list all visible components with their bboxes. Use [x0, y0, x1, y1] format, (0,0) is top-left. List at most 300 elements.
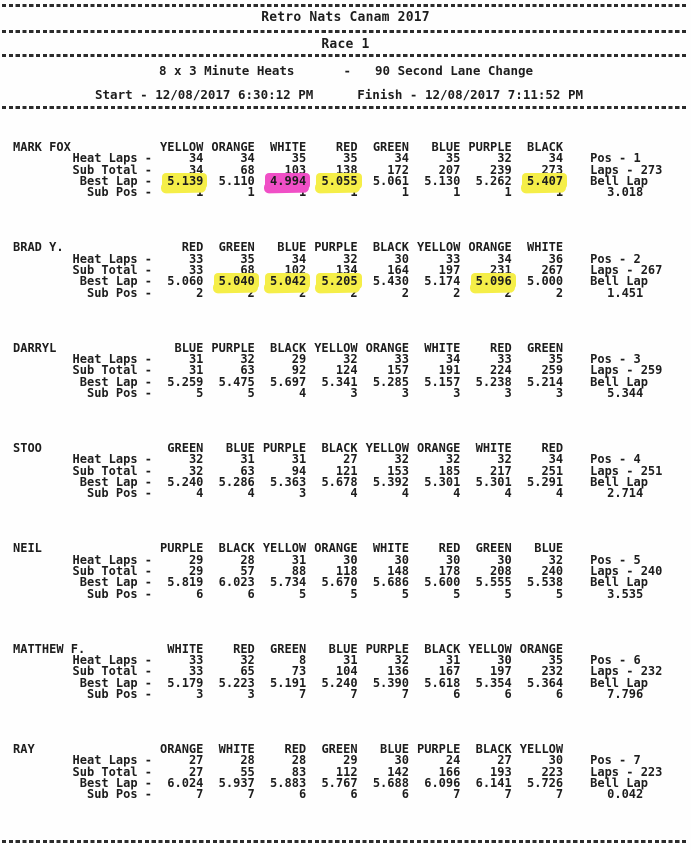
lane-header: YELLOW: [160, 140, 204, 154]
sub-pos-value: 5: [298, 586, 307, 601]
heat-laps-value: 33: [445, 251, 461, 266]
sub-total-value: 197: [490, 664, 512, 679]
format-dash: -: [343, 63, 351, 78]
best-lap-value: 5.686: [372, 575, 409, 590]
race-number: Race 1: [321, 37, 370, 52]
row-label: Sub Total -: [72, 764, 152, 779]
driver-name: BRAD Y.: [13, 240, 64, 255]
sub-pos-value: 5: [555, 586, 564, 601]
lane-header: PURPLE: [262, 440, 307, 455]
sub-pos-value: 6: [504, 687, 512, 702]
sub-pos-value: 3: [350, 386, 358, 401]
best-lap-value: 5.697: [270, 374, 307, 389]
heat-laps-value: 27: [188, 753, 204, 768]
bell-label: Bell Lap: [590, 575, 648, 590]
sub-total-value: 29: [188, 564, 204, 578]
best-lap-value: 5.286: [218, 475, 255, 490]
best-lap-value: 6.024: [167, 776, 204, 790]
sub-pos-value: 3: [401, 386, 409, 401]
laps-text: Laps - 240: [590, 564, 663, 578]
sub-pos-value: 2: [401, 285, 409, 300]
sub-pos-value: 4: [247, 486, 255, 501]
sub-pos-value: 4: [196, 486, 204, 501]
heat-laps-value: 34: [548, 151, 564, 166]
driver-name: NEIL: [13, 541, 42, 556]
sub-total-value: 153: [387, 463, 409, 478]
sub-pos-value: 2: [350, 285, 358, 300]
bell-label: Bell Lap: [590, 675, 648, 690]
event-title: Retro Nats Canam 2017: [261, 10, 430, 25]
heat-laps-value: 32: [394, 652, 409, 667]
heat-laps-value: 30: [394, 552, 409, 567]
sub-pos-value: 2: [196, 285, 204, 300]
lane-header: BLUE: [534, 541, 564, 556]
sub-pos-value: 4: [350, 486, 358, 501]
best-lap-value: 5.600: [424, 575, 461, 590]
heat-laps-value: 8: [298, 652, 307, 667]
lane-header: BLACK: [321, 440, 358, 455]
row-label: Sub Total -: [72, 363, 152, 378]
lane-header: ORANGE: [416, 440, 461, 455]
row-label: Sub Pos -: [86, 486, 152, 501]
laps-text: Laps - 259: [590, 363, 663, 378]
best-lap-value: 5.555: [475, 575, 512, 590]
sub-pos-value: 2: [504, 285, 512, 300]
lane-header: RED: [438, 541, 461, 556]
heat-laps-value: 24: [445, 753, 461, 768]
heat-laps-value: 31: [343, 652, 358, 667]
heat-laps-value: 30: [497, 552, 512, 567]
heat-laps-value: 32: [497, 151, 512, 166]
lane-header: PURPLE: [365, 641, 409, 656]
lane-change: 90 Second Lane Change: [375, 63, 534, 78]
lane-header: GREEN: [475, 541, 512, 556]
sub-total-value: 232: [541, 664, 564, 679]
row-label: Heat Laps -: [72, 552, 152, 567]
heat-laps-value: 34: [394, 151, 409, 166]
highlight-mark-yellow: 5.139: [167, 174, 204, 189]
lane-header: WHITE: [218, 741, 255, 756]
sub-total-value: 68: [240, 162, 255, 177]
row-label: Sub Total -: [72, 263, 152, 278]
lane-header: BLACK: [527, 140, 564, 154]
sub-pos-value: 3: [196, 687, 204, 702]
heat-laps-value: 32: [343, 352, 358, 366]
sub-total-value: 68: [240, 263, 255, 278]
sub-total-value: 157: [387, 363, 409, 378]
sub-total-value: 83: [291, 764, 307, 779]
heat-laps-value: 33: [394, 352, 409, 366]
lane-header: ORANGE: [160, 741, 204, 756]
best-lap-value: 5.259: [167, 374, 204, 389]
lane-header: BLUE: [225, 440, 255, 455]
heat-laps-value: 34: [445, 352, 461, 366]
highlight-mark-yellow: 5.055: [321, 174, 358, 189]
divider: [2, 4, 688, 7]
race-times-line: [95, 87, 583, 102]
lane-header: ORANGE: [519, 641, 564, 656]
sub-total-value: 32: [188, 463, 204, 478]
row-label: Sub Total -: [72, 162, 152, 177]
sub-pos-value: 3: [247, 687, 255, 702]
best-lap-value: 5.734: [270, 575, 307, 590]
best-lap-value: 5.363: [270, 475, 307, 490]
lane-header: WHITE: [475, 440, 512, 455]
bell-value: 0.042: [607, 787, 644, 802]
driver-name: MATTHEW F.: [13, 641, 86, 656]
best-lap-value: 6.023: [218, 575, 255, 590]
row-label: Sub Total -: [72, 664, 152, 679]
heat-laps-value: 31: [445, 652, 461, 667]
lane-header: BLUE: [277, 240, 307, 255]
sub-pos-value: 7: [555, 787, 564, 802]
heat-laps-value: 29: [291, 352, 307, 366]
heat-laps-value: 35: [548, 352, 564, 366]
lane-header: GREEN: [167, 440, 204, 455]
best-lap-value: [306, 276, 357, 287]
bell-value: 5.344: [607, 386, 644, 401]
sub-total-value: 103: [284, 162, 307, 177]
divider: [2, 840, 688, 843]
driver-block: [0, 242, 691, 299]
best-lap-value: 5.214: [527, 374, 564, 389]
best-lap-value: 5.130: [424, 174, 461, 189]
best-lap-value: 5.819: [167, 575, 204, 590]
heat-laps-value: 35: [291, 151, 307, 166]
sub-pos-value: 1: [196, 185, 204, 200]
driver-block: [0, 741, 691, 802]
highlight-mark-yellow: 5.042: [270, 274, 307, 289]
sub-pos-value: 5: [453, 586, 461, 601]
heat-laps-value: 30: [343, 552, 358, 567]
lane-header: RED: [181, 240, 204, 255]
lane-header: ORANGE: [314, 541, 358, 556]
sub-pos-value: 1: [350, 185, 358, 200]
row-label: Sub Pos -: [86, 787, 152, 802]
heat-laps-value: 32: [548, 552, 564, 567]
best-lap-value: 5.285: [372, 374, 409, 389]
sub-pos-value: 7: [350, 687, 358, 702]
driver-name: DARRYL: [13, 340, 57, 355]
best-lap-value: 5.223: [218, 675, 255, 690]
sub-pos-row: [0, 388, 691, 399]
best-lap-value: 5.883: [270, 776, 307, 790]
heat-laps-value: 28: [240, 753, 255, 768]
best-lap-value: 5.301: [424, 475, 461, 490]
sub-pos-row: [0, 689, 691, 700]
sub-pos-value: 7: [196, 787, 204, 802]
lane-header: BLACK: [475, 741, 512, 756]
lane-header: YELLOW: [314, 340, 358, 355]
sub-total-value: 224: [490, 363, 512, 378]
best-lap-value: 5.240: [321, 675, 358, 690]
heat-laps-value: 29: [188, 552, 204, 567]
lane-header: BLUE: [174, 340, 204, 355]
sub-pos-value: 6: [555, 687, 564, 702]
sub-pos-value: 4: [504, 486, 512, 501]
best-lap-value: 5.157: [424, 374, 461, 389]
best-lap-value: 5.618: [424, 675, 461, 690]
lane-header: RED: [490, 340, 512, 355]
lane-header: YELLOW: [262, 541, 307, 556]
sub-pos-value: 7: [298, 687, 307, 702]
laps-text: Laps - 223: [590, 764, 663, 779]
heat-laps-value: 33: [188, 251, 204, 266]
sub-total-value: 164: [387, 263, 409, 278]
lane-header: GREEN: [321, 741, 358, 756]
sub-pos-value: 2: [298, 285, 307, 300]
heat-laps-value: 31: [188, 352, 204, 366]
lane-header: PURPLE: [416, 741, 461, 756]
sub-total-value: 239: [490, 162, 512, 177]
sub-total-value: 193: [490, 764, 512, 779]
heat-laps-value: 31: [291, 452, 307, 467]
lane-header: ORANGE: [468, 240, 512, 255]
sub-total-value: 273: [541, 162, 564, 177]
best-lap-value: 5.174: [424, 274, 461, 289]
heat-laps-value: 30: [497, 652, 512, 667]
race-format-line: [159, 63, 533, 78]
sub-pos-value: 3: [504, 386, 512, 401]
lane-header: WHITE: [167, 641, 204, 656]
best-lap-value: 5.341: [321, 374, 358, 389]
row-label: Sub Pos -: [86, 185, 152, 200]
best-lap-value: 6.141: [475, 776, 512, 790]
pos-text: Pos - 7: [590, 753, 641, 768]
lane-header: BLACK: [372, 240, 409, 255]
bell-value: 2.714: [607, 486, 644, 501]
sub-pos-value: 2: [247, 285, 255, 300]
lane-header: RED: [335, 140, 358, 154]
row-label: Best Lap -: [79, 575, 152, 590]
driver-block: [0, 641, 691, 702]
sub-total-value: 33: [188, 263, 204, 278]
lane-header: PURPLE: [160, 541, 204, 556]
sub-total-value: 223: [541, 764, 564, 779]
sub-pos-value: 7: [453, 787, 461, 802]
heat-laps-value: 32: [394, 452, 409, 467]
best-lap-value: 5.767: [321, 776, 358, 790]
heat-laps-value: 34: [548, 452, 564, 467]
best-lap-value: 5.726: [527, 776, 564, 790]
sub-total-value: 63: [240, 463, 255, 478]
heat-laps-value: 34: [497, 251, 512, 266]
pos-text: Pos - 2: [590, 251, 641, 266]
lane-header: GREEN: [372, 140, 409, 154]
sub-total-value: 134: [335, 263, 358, 278]
row-label: Heat Laps -: [72, 452, 152, 467]
laps-text: Laps - 251: [590, 463, 663, 478]
best-lap-value: 5.390: [372, 675, 409, 690]
best-lap-value: 5.678: [321, 475, 358, 490]
row-label: Best Lap -: [79, 274, 152, 289]
heat-laps-value: 33: [497, 352, 512, 366]
sub-total-value: 112: [335, 764, 358, 779]
pos-text: Pos - 1: [590, 151, 641, 166]
best-lap-value: 5.238: [475, 374, 512, 389]
best-lap-value: 5.364: [527, 675, 564, 690]
heat-laps-value: 32: [343, 251, 358, 266]
laps-text: Laps - 232: [590, 664, 663, 679]
best-lap-value: [255, 276, 306, 287]
sub-total-value: 94: [291, 463, 307, 478]
sub-total-value: 65: [240, 664, 255, 679]
driver-name: MARK FOX: [13, 140, 71, 154]
lane-header: BLACK: [424, 641, 461, 656]
best-lap-value: 5.475: [218, 374, 255, 389]
sub-pos-value: 5: [504, 586, 512, 601]
sub-pos-value: 4: [453, 486, 461, 501]
sub-pos-value: 1: [555, 185, 564, 200]
best-lap-value: [203, 276, 254, 287]
row-label: Heat Laps -: [72, 753, 152, 768]
lane-header: BLUE: [380, 741, 409, 756]
best-lap-value: [255, 176, 306, 187]
highlight-mark-yellow: 5.040: [218, 274, 255, 289]
divider: [2, 106, 688, 109]
sub-total-value: 240: [541, 564, 564, 578]
sub-total-value: 231: [490, 263, 512, 278]
best-lap-value: 5.937: [218, 776, 255, 790]
heat-laps-value: 32: [188, 452, 204, 467]
heat-laps-value: 29: [343, 753, 358, 768]
row-label: Sub Total -: [72, 564, 152, 578]
lane-header: WHITE: [270, 140, 307, 154]
sub-total-value: 34: [188, 162, 204, 177]
lane-header: GREEN: [527, 340, 564, 355]
sub-pos-value: 1: [401, 185, 409, 200]
bell-value: 7.796: [607, 687, 644, 702]
heat-laps-value: 34: [291, 251, 307, 266]
heat-laps-value: 28: [240, 552, 255, 567]
heat-laps-value: 34: [240, 151, 255, 166]
heat-laps-value: 27: [343, 452, 358, 467]
sub-pos-row: [0, 586, 691, 601]
best-lap-value: 5.354: [475, 675, 512, 690]
sub-pos-value: 7: [247, 787, 255, 802]
bell-value: 3.018: [607, 185, 644, 200]
sub-pos-value: 1: [504, 185, 512, 200]
row-label: Best Lap -: [79, 776, 152, 790]
sub-total-value: 88: [291, 564, 307, 578]
row-label: Sub Pos -: [86, 386, 152, 401]
sub-pos-value: 6: [453, 687, 461, 702]
sub-total-value: 118: [335, 564, 358, 578]
sub-total-value: 73: [291, 664, 307, 679]
heat-laps-value: 31: [240, 452, 255, 467]
sub-total-value: 124: [335, 363, 358, 378]
sub-pos-value: 4: [298, 386, 307, 401]
sub-total-value: 259: [541, 363, 564, 378]
sub-total-value: 102: [284, 263, 307, 278]
sub-pos-value: 4: [555, 486, 564, 501]
heat-laps-value: 30: [445, 552, 461, 567]
row-label: Sub Pos -: [86, 687, 152, 702]
best-lap-value: [306, 176, 357, 187]
sub-total-value: 57: [240, 564, 255, 578]
sub-pos-value: 6: [298, 787, 307, 802]
lane-header: RED: [284, 741, 307, 756]
lane-header: PURPLE: [314, 240, 358, 255]
row-label: Heat Laps -: [72, 352, 152, 366]
heat-laps-value: 35: [240, 251, 255, 266]
lane-header: ORANGE: [211, 140, 255, 154]
row-label: Best Lap -: [79, 675, 152, 690]
lane-header: BLACK: [270, 340, 307, 355]
highlight-mark-yellow: 5.407: [527, 174, 564, 189]
row-label: Heat Laps -: [72, 652, 152, 667]
sub-total-value: 197: [438, 263, 461, 278]
best-lap-value: 5.262: [475, 174, 512, 189]
lane-header: WHITE: [372, 541, 409, 556]
driver-block: [0, 543, 691, 600]
sub-total-value: 267: [541, 263, 564, 278]
best-lap-value: [152, 176, 203, 187]
bell-value: 3.535: [607, 586, 644, 601]
laps-text: Laps - 267: [590, 263, 663, 278]
sub-pos-value: 6: [350, 787, 358, 802]
highlight-mark-yellow: 5.096: [475, 274, 512, 289]
sub-pos-value: 6: [247, 586, 255, 601]
row-label: Best Lap -: [79, 475, 152, 490]
laps-text: Laps - 273: [590, 162, 663, 177]
row-label: Best Lap -: [79, 174, 152, 189]
sub-pos-value: 7: [401, 687, 409, 702]
driver-name: STOO: [13, 440, 42, 455]
sub-pos-value: 6: [401, 787, 409, 802]
sub-total-value: 167: [438, 664, 461, 679]
lane-header: BLUE: [328, 641, 358, 656]
lane-header: PURPLE: [211, 340, 255, 355]
sub-pos-value: 6: [196, 586, 204, 601]
driver-block: [0, 440, 691, 501]
sub-total-value: 121: [335, 463, 358, 478]
row-label: Heat Laps -: [72, 251, 152, 266]
best-lap-value: 5.670: [321, 575, 358, 590]
pos-text: Pos - 4: [590, 452, 641, 467]
start-time: Start - 12/08/2017 6:30:12 PM: [95, 87, 314, 102]
best-lap-value: 5.291: [527, 475, 564, 490]
best-lap-value: 5.179: [167, 675, 204, 690]
row-label: Sub Total -: [72, 463, 152, 478]
best-lap-value: 5.110: [218, 174, 255, 189]
row-label: Sub Pos -: [86, 285, 152, 300]
best-lap-value: [512, 176, 563, 187]
sub-pos-row: [0, 789, 691, 800]
sub-total-value: 178: [438, 564, 461, 578]
highlight-mark-magenta: 4.994: [270, 174, 307, 189]
lane-header: WHITE: [424, 340, 461, 355]
sub-total-value: 63: [240, 363, 255, 378]
best-lap-value: 5.240: [167, 475, 204, 490]
heat-laps-value: 35: [445, 151, 461, 166]
sub-total-value: 166: [438, 764, 461, 779]
divider: [2, 30, 688, 33]
sub-pos-value: 2: [453, 285, 461, 300]
finish-time: Finish - 12/08/2017 7:11:52 PM: [357, 87, 584, 102]
pos-text: Pos - 3: [590, 352, 641, 366]
heat-laps-value: 32: [445, 452, 461, 467]
sub-pos-value: 5: [401, 586, 409, 601]
lane-header: YELLOW: [468, 641, 512, 656]
heat-laps-value: 36: [548, 251, 564, 266]
pos-text: Pos - 5: [590, 552, 641, 567]
row-label: Best Lap -: [79, 374, 152, 389]
heat-format: 8 x 3 Minute Heats: [159, 63, 295, 78]
sub-total-value: 148: [387, 564, 409, 578]
lane-header: YELLOW: [365, 440, 409, 455]
sub-total-value: 207: [438, 162, 461, 177]
